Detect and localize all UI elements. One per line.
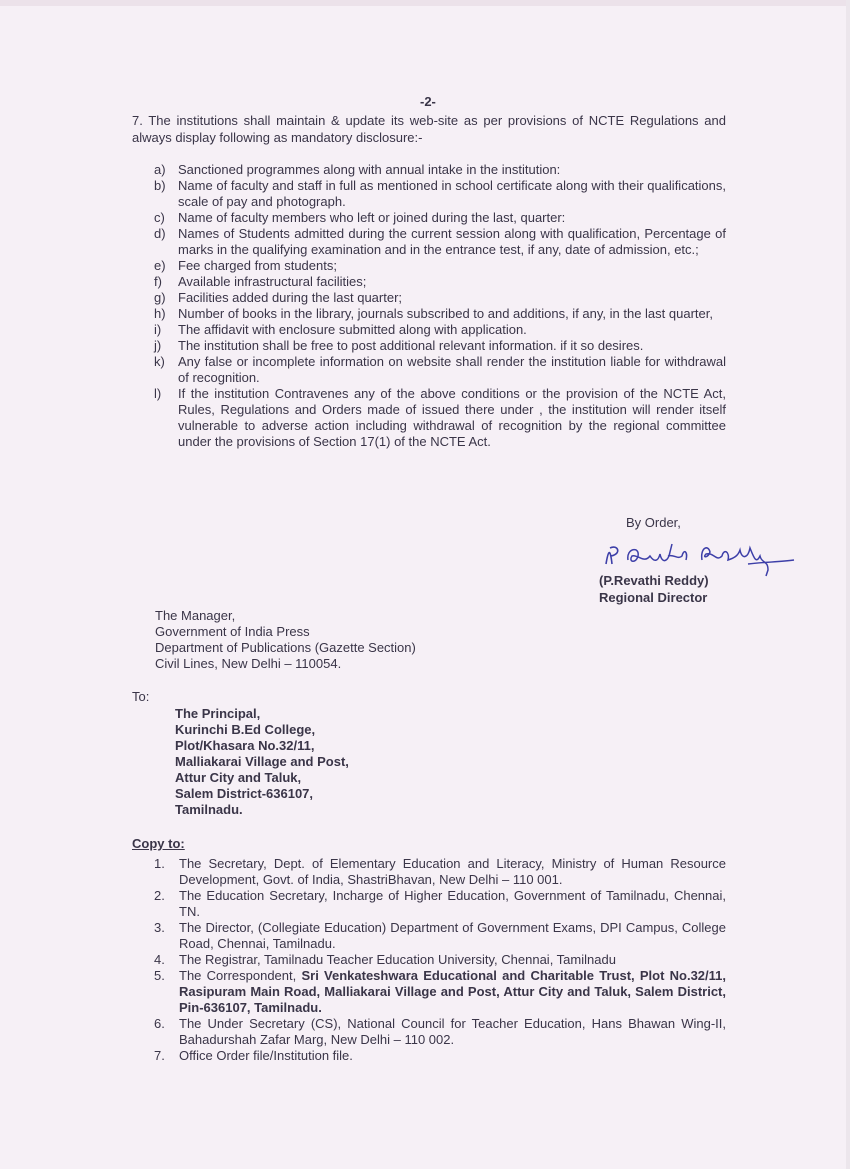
list-item bbox=[154, 1016, 726, 1048]
list-item-text: Name of faculty members who left or joined during the last, quarter: bbox=[178, 210, 566, 225]
list-item-text: Name of faculty and staff in full as mentioned in school certificate along with their qualifications, scale of pay and photograph. bbox=[178, 178, 726, 209]
intro-paragraph: 7. The institutions shall maintain & update its web-site as per provisions of NCTE Regulations and always display following as mandatory disclosure:- bbox=[132, 113, 726, 145]
list-marker: 7. bbox=[154, 1048, 165, 1063]
list-item bbox=[154, 162, 726, 178]
addressee-block bbox=[175, 706, 349, 818]
address-line: Kurinchi B.Ed College, bbox=[175, 722, 316, 737]
scan-top-edge bbox=[0, 0, 850, 6]
address-line: The Principal, bbox=[175, 706, 261, 721]
list-marker: 3. bbox=[154, 920, 165, 935]
list-item-text: Names of Students admitted during the current session along with qualification, Percentage of marks in the qualifying examination and in the entrance test, if any, date of admission, etc.; bbox=[178, 226, 726, 257]
address-line: The Manager, bbox=[155, 608, 236, 623]
list-item-text: Office Order file/Institution file. bbox=[179, 1048, 353, 1063]
list-marker: a) bbox=[154, 162, 166, 177]
list-marker: j) bbox=[154, 338, 162, 353]
list-item bbox=[154, 968, 726, 1016]
list-marker: c) bbox=[154, 210, 165, 225]
list-marker: 2. bbox=[154, 888, 165, 903]
list-item-text: The Under Secretary (CS), National Council for Teacher Education, Hans Bhawan Wing-II, Bahadurshah Zafar Marg, New Delhi – 110 002. bbox=[179, 1016, 726, 1047]
list-marker: e) bbox=[154, 258, 166, 273]
list-item bbox=[154, 1048, 726, 1064]
list-item-text: Available infrastructural facilities; bbox=[178, 274, 367, 289]
scan-right-edge bbox=[846, 0, 850, 1169]
list-item-text: The institution shall be free to post additional relevant information. if it so desires. bbox=[178, 338, 644, 353]
list-marker: b) bbox=[154, 178, 166, 193]
list-item bbox=[154, 290, 726, 306]
list-marker: 6. bbox=[154, 1016, 165, 1031]
signatory-block bbox=[599, 572, 709, 606]
list-item-text: If the institution Contravenes any of the above conditions or the provision of the NCTE Act, Rules, Regulations and Orders made of issued there under , the institution will render itself vulnerable to adverse action including withdrawal of recognition by the regional committee under the provisions of Section 17(1) of the NCTE Act. bbox=[178, 386, 726, 449]
list-item bbox=[154, 210, 726, 226]
list-item bbox=[154, 920, 726, 952]
disclosure-list bbox=[154, 162, 726, 450]
address-line: Attur City and Taluk, bbox=[175, 770, 302, 785]
list-item-text: The Registrar, Tamilnadu Teacher Education University, Chennai, Tamilnadu bbox=[179, 952, 616, 967]
trust-address: Sri Venkateshwara Educational and Charitable Trust, Plot No.32/11, Rasipuram Main Road, Malliakarai Village and Post, Attur City and Taluk, Salem District, Pin-636107, Tamilnadu. bbox=[179, 968, 727, 1015]
page-number: -2- bbox=[420, 94, 436, 109]
list-item-text: Sanctioned programmes along with annual intake in the institution: bbox=[178, 162, 561, 177]
list-item bbox=[154, 888, 726, 920]
address-line: Civil Lines, New Delhi – 110054. bbox=[155, 656, 342, 671]
list-item-text: Any false or incomplete information on website shall render the institution liable for withdrawal of recognition. bbox=[178, 354, 726, 385]
list-item-text: Facilities added during the last quarter; bbox=[178, 290, 403, 305]
list-marker: d) bbox=[154, 226, 166, 241]
list-item bbox=[154, 306, 726, 322]
address-line: Government of India Press bbox=[155, 624, 310, 639]
manager-address bbox=[155, 608, 416, 672]
signatory-name: (P.Revathi Reddy) bbox=[599, 573, 709, 588]
address-line: Salem District-636107, bbox=[175, 786, 314, 801]
list-marker: l) bbox=[154, 386, 162, 401]
list-item bbox=[154, 258, 726, 274]
address-line: Tamilnadu. bbox=[175, 802, 243, 817]
list-item bbox=[154, 274, 726, 290]
list-item bbox=[154, 322, 726, 338]
list-item-text: The Director, (Collegiate Education) Department of Government Exams, DPI Campus, College Road, Chennai, Tamilnadu. bbox=[179, 920, 726, 951]
signatory-title: Regional Director bbox=[599, 590, 708, 605]
list-item bbox=[154, 338, 726, 354]
list-marker: i) bbox=[154, 322, 162, 337]
list-marker: h) bbox=[154, 306, 166, 321]
list-item-text: The Secretary, Dept. of Elementary Education and Literacy, Ministry of Human Resource Development, Govt. of India, ShastriBhavan, New Delhi – 110 001. bbox=[179, 856, 726, 887]
list-item bbox=[154, 178, 726, 210]
list-item-text: The affidavit with enclosure submitted along with application. bbox=[178, 322, 527, 337]
list-marker: 5. bbox=[154, 968, 165, 983]
list-marker: g) bbox=[154, 290, 166, 305]
copy-to-label: Copy to: bbox=[132, 836, 185, 851]
list-item-text: Fee charged from students; bbox=[178, 258, 337, 273]
list-marker: k) bbox=[154, 354, 165, 369]
address-line: Department of Publications (Gazette Section) bbox=[155, 640, 416, 655]
list-item bbox=[154, 226, 726, 258]
copy-to-list bbox=[154, 856, 726, 1064]
list-marker: 1. bbox=[154, 856, 165, 871]
list-item bbox=[154, 386, 726, 450]
address-line: Malliakarai Village and Post, bbox=[175, 754, 349, 769]
list-item-text: The Education Secretary, Incharge of Higher Education, Government of Tamilnadu, Chennai, TN. bbox=[179, 888, 726, 919]
list-marker: 4. bbox=[154, 952, 165, 967]
list-marker: f) bbox=[154, 274, 162, 289]
list-item bbox=[154, 354, 726, 386]
list-item bbox=[154, 952, 726, 968]
to-label: To: bbox=[132, 689, 150, 704]
list-item bbox=[154, 856, 726, 888]
list-item-text: Number of books in the library, journals subscribed to and additions, if any, in the last quarter, bbox=[178, 306, 713, 321]
by-order-text: By Order, bbox=[626, 515, 681, 530]
list-item-prefix: The Correspondent, bbox=[179, 968, 302, 983]
address-line: Plot/Khasara No.32/11, bbox=[175, 738, 315, 753]
